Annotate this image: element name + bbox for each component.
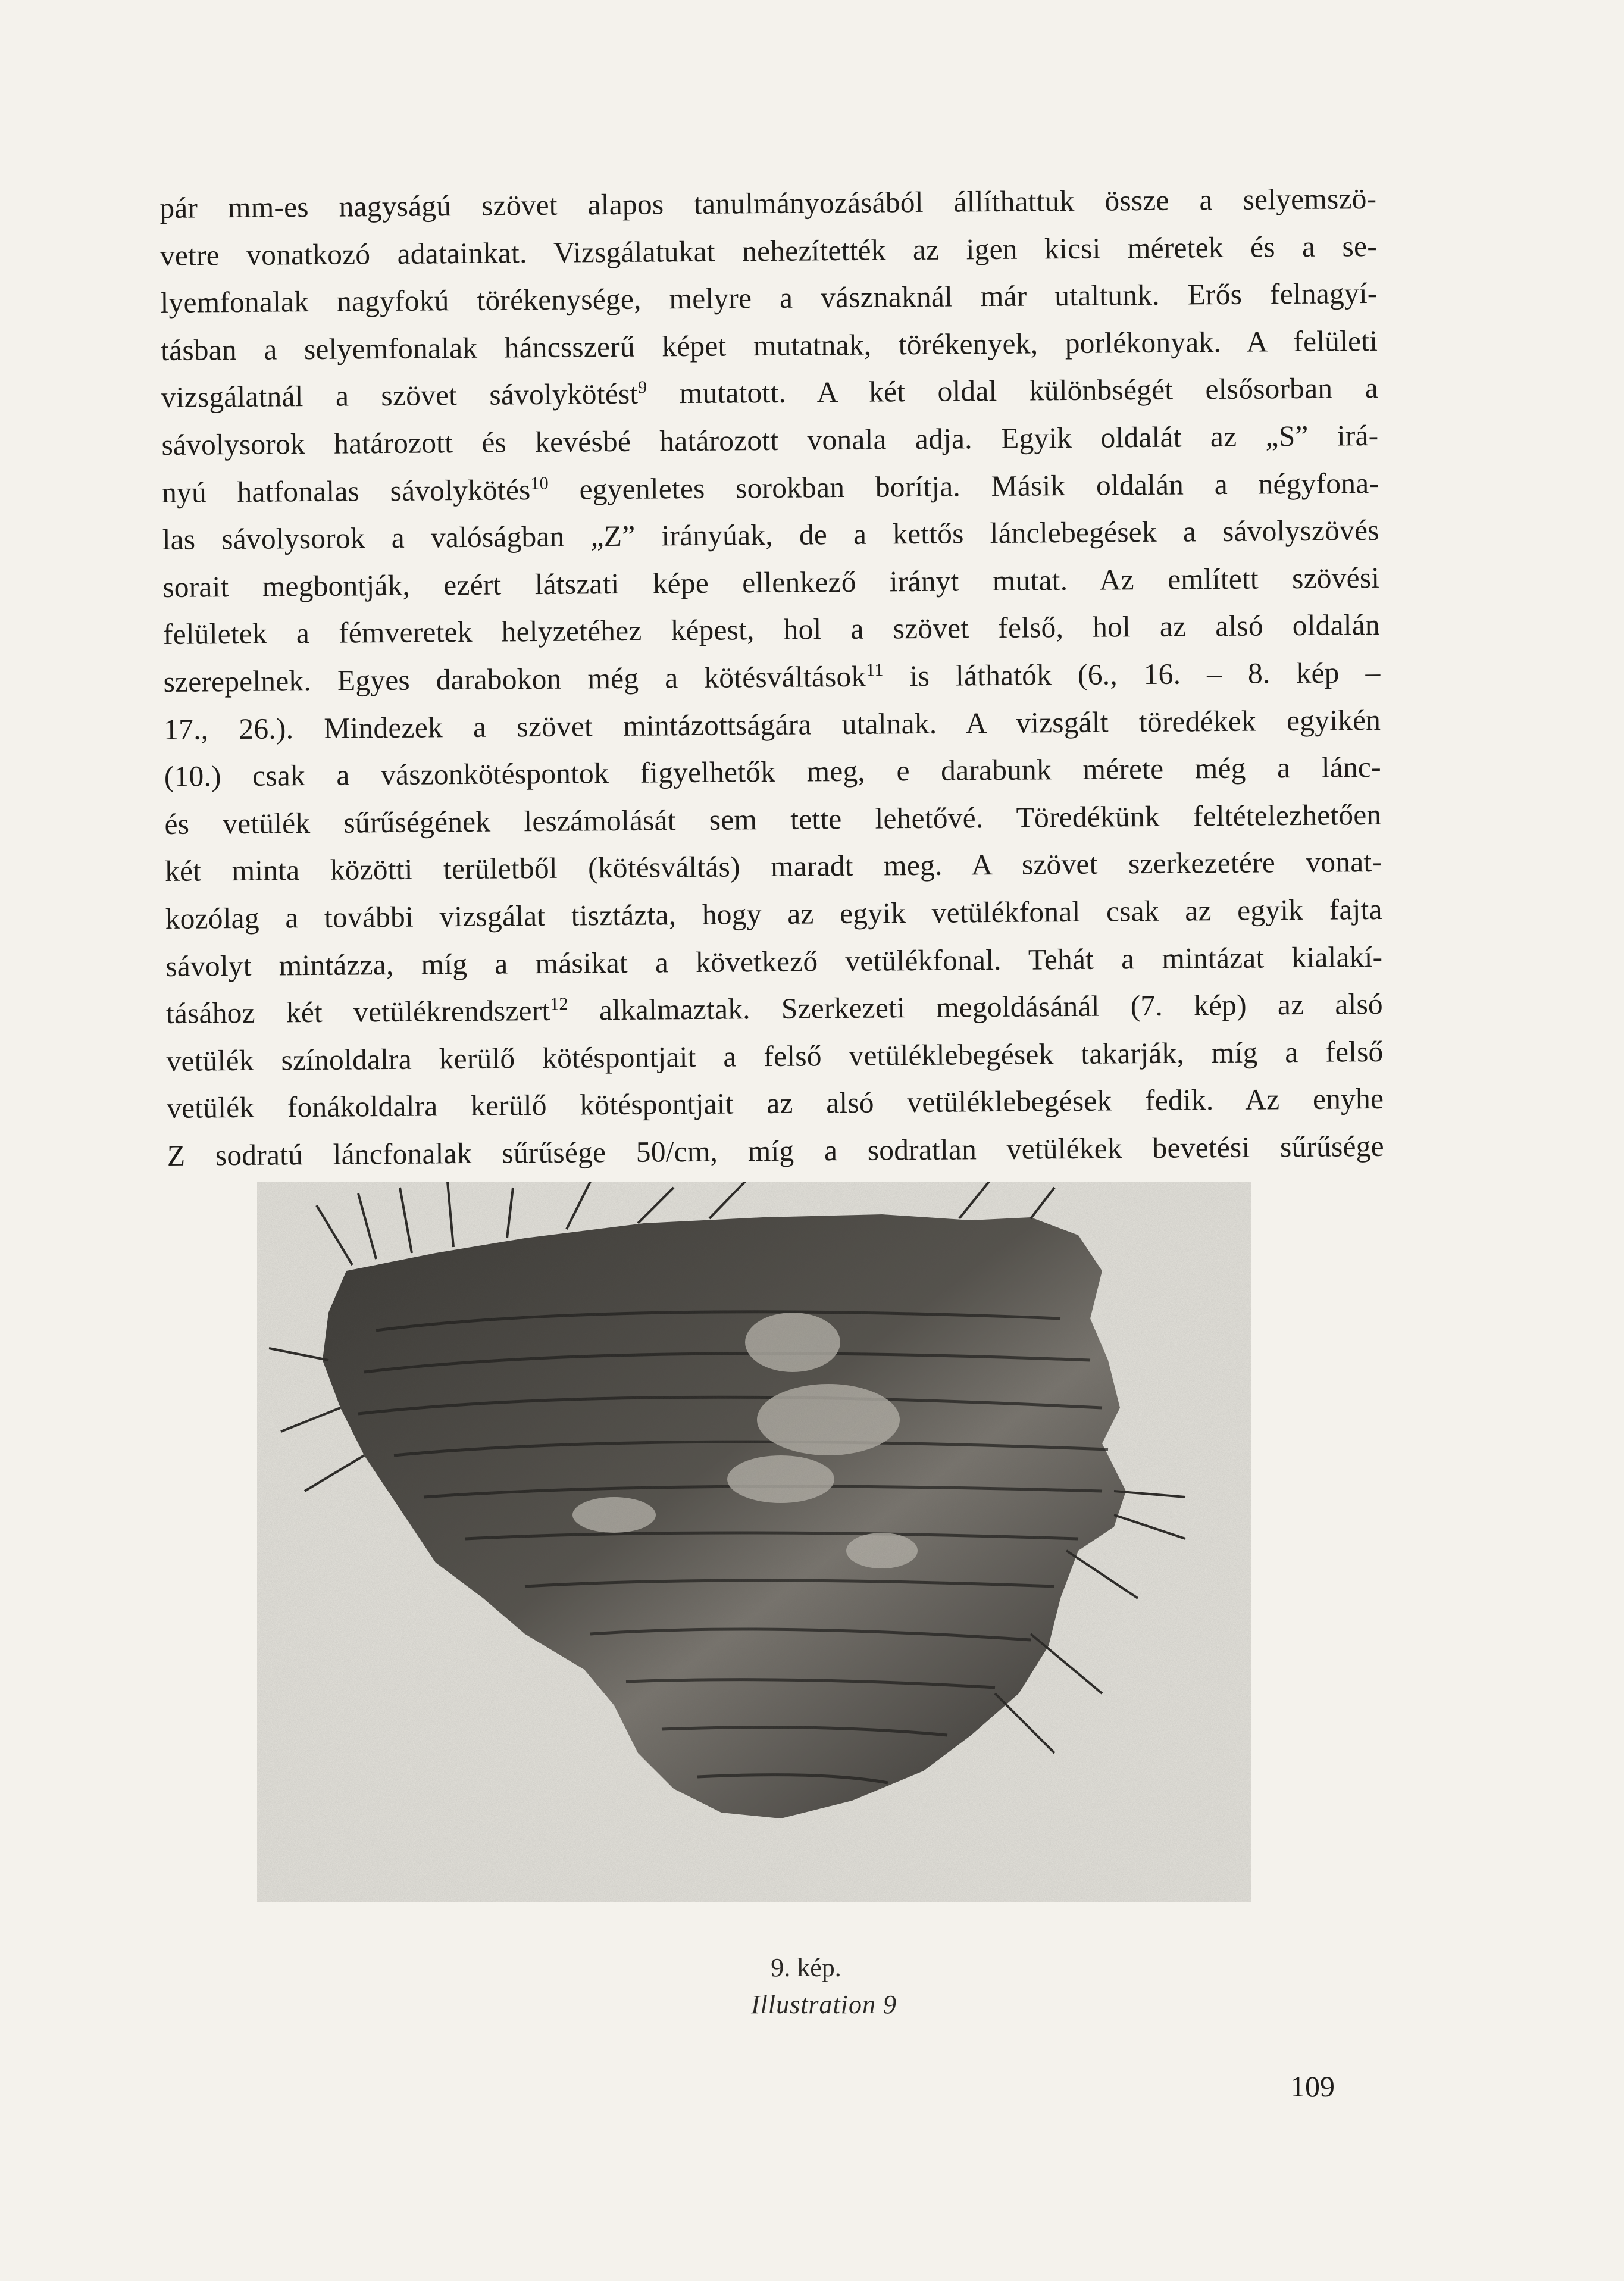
text-line: Z sodratú láncfonalak sűrűsége 50/cm, míg a sodratlan vetülékek bevetési sűrűsége	[167, 1129, 1384, 1172]
text-line: két minta közötti területből (kötésváltás) maradt meg. A szövet szerkezetére vonat-	[164, 845, 1382, 888]
text-line: sorait megbontják, ezért látszati képe ellenkező irányt mutat. Az említett szövési	[162, 561, 1380, 604]
page-number: 109	[1290, 2070, 1335, 2103]
footnote-ref: 11	[866, 660, 884, 680]
text-fragment: egyenletes sorokban borítja. Másik oldalán a négyfona-	[548, 466, 1379, 506]
caption-english: Illustration 9	[750, 1990, 897, 2019]
footnote-ref: 10	[530, 473, 549, 493]
text-line: (10.) csak a vászonkötéspontok figyelhetők meg, e darabunk mérete még a lánc-	[164, 751, 1381, 793]
footnote-ref: 12	[550, 994, 568, 1014]
text-line: 17., 26.). Mindezek a szövet mintázottságára utalnak. A vizsgált töredékek egyikén	[163, 703, 1381, 746]
text-line: pár mm-es nagyságú szövet alapos tanulmányozásából állíthattuk össze a selyemszö-	[159, 182, 1377, 224]
text-line: és vetülék sűrűségének leszámolását sem tette lehetővé. Töredékünk feltételezhetően	[164, 798, 1382, 840]
text-fragment: is láthatók (6., 16. – 8. kép –	[883, 655, 1381, 693]
figure-caption	[0, 1949, 1624, 2023]
text-fragment: alkalmaztak. Szerkezeti megoldásánál (7. kép) az alsó	[568, 987, 1384, 1027]
text-line: las sávolysorok a valóságban „Z” irányúak, de a kettős lánclebegések a sávolyszövés	[162, 514, 1379, 557]
text-line: tásban a selyemfonalak háncsszerű képet mutatnak, törékenyek, porlékonyak. A felületi	[160, 324, 1378, 367]
text-line: felületek a fémveretek helyzetéhez képest, hol a szövet felső, hol az alsó oldalán	[162, 608, 1381, 651]
text-fragment: mutatott. A két oldal különbségét elsősorban a	[647, 371, 1378, 410]
text-line: vetre vonatkozó adatainkat. Vizsgálatukat nehezítették az igen kicsi méretek és a se-	[159, 229, 1378, 272]
footnote-ref: 9	[638, 377, 647, 398]
text-fragment: szerepelnek. Egyes darabokon még a kötésváltások	[163, 660, 866, 698]
fabric-photograph	[257, 1182, 1251, 1902]
text-line: sávolyt mintázza, míg a másikat a következő vetülékfonal. Tehát a mintázat kialakí-	[165, 940, 1383, 983]
text-line	[163, 649, 1381, 706]
text-line: vetülék fonákoldalra kerülő kötéspontjait az alsó vetüléklebegések fedik. Az enyhe	[166, 1082, 1384, 1125]
caption-hungarian: 9. kép.	[771, 1953, 841, 1982]
text-fragment: tásához két vetülékrendszert	[165, 993, 550, 1030]
text-line: sávolysorok határozott és kevésbé határozott vonala adja. Egyik oldalát az „S” irá-	[161, 418, 1379, 461]
body-paragraph	[159, 175, 1384, 1179]
fabric-image	[257, 1182, 1251, 1902]
text-line: kozólag a további vizsgálat tisztázta, hogy az egyik vetülékfonal csak az egyik fajta	[165, 892, 1382, 935]
text-fragment: vizsgálatnál a szövet sávolykötést	[161, 377, 639, 414]
text-line: vetülék színoldalra kerülő kötéspontjait a felső vetüléklebegések takarják, míg a felső	[166, 1035, 1384, 1077]
text-line: lyemfonalak nagyfokú törékenysége, melyre a vásznaknál már utaltunk. Erős felnagyí-	[160, 277, 1378, 320]
text-fragment: nyú hatfonalas sávolykötés	[161, 473, 531, 509]
